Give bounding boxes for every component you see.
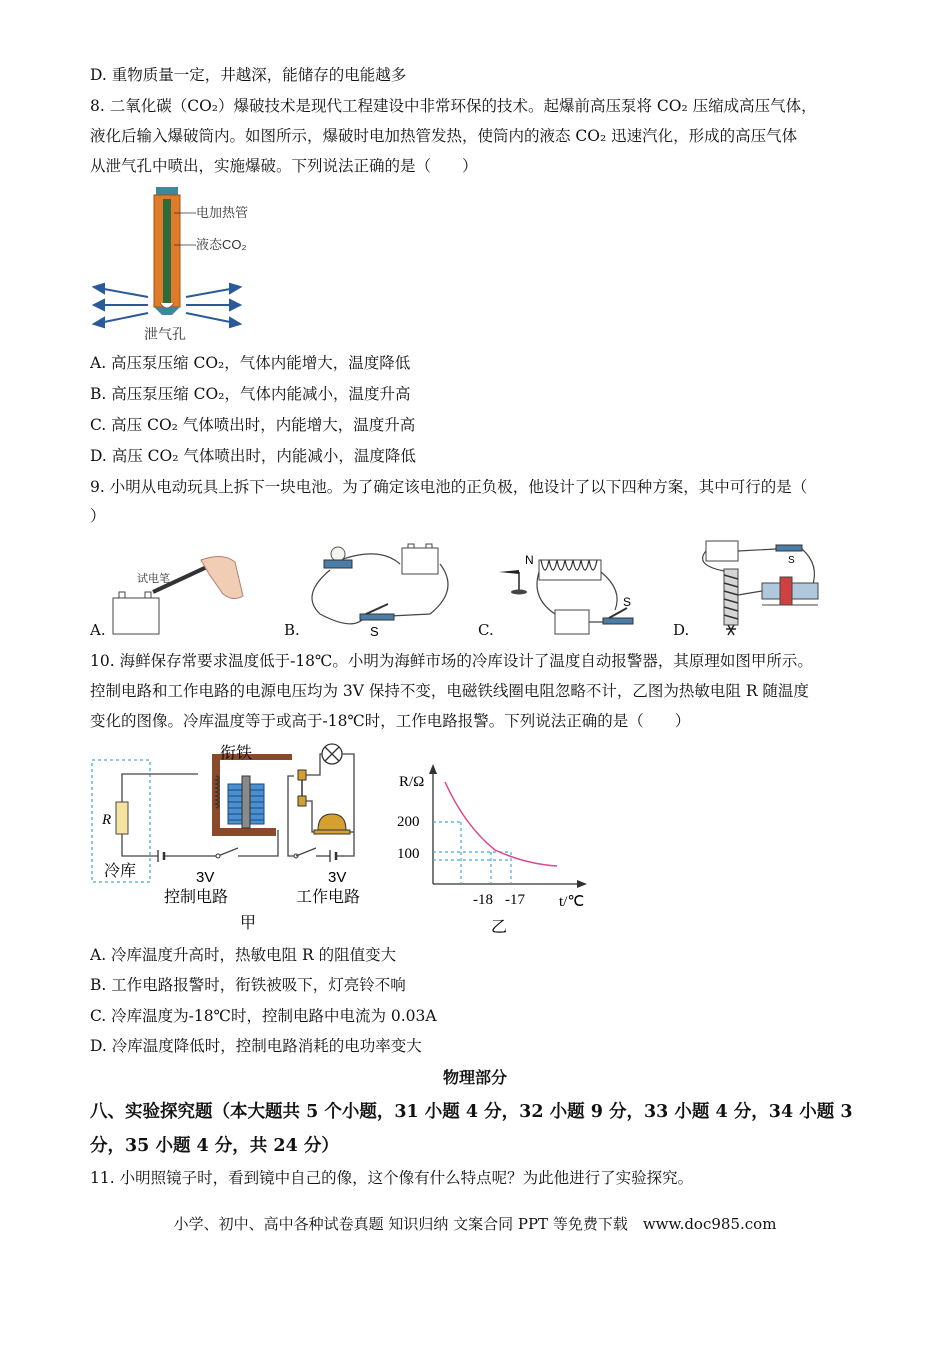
liquid-co2-label: 液态CO₂ xyxy=(196,237,247,252)
footer: 小学、初中、高中各种试卷真题 知识归纳 文案合同 PPT 等免费下载 www.doc985.com xyxy=(173,1215,777,1233)
vent-label: 泄气孔 xyxy=(144,326,186,342)
q7-option-d: D. 重物质量一定，井越深，能储存的电能越多 xyxy=(90,66,407,84)
q9-figure-c xyxy=(495,550,645,640)
control-circuit-label: 控制电路 xyxy=(164,889,229,906)
x-tick-minus18: -18 xyxy=(473,892,493,908)
q8-stem-line3: 从泄气孔中喷出，实施爆破。下列说法正确的是（ ） xyxy=(90,157,478,175)
section-title-line2: 分，35 小题 4 分，共 24 分） xyxy=(90,1136,339,1156)
q10-stem-line3: 变化的图像。冷库温度等于或高于-18℃时，工作电路报警。下列说法正确的是（ ） xyxy=(90,712,691,730)
q10-option-a: A. 冷库温度升高时，热敏电阻 R 的阻值变大 xyxy=(90,946,397,964)
y-tick-200: 200 xyxy=(397,814,420,830)
resistor-label: R xyxy=(102,812,112,828)
resistance-temperature-graph xyxy=(395,760,605,940)
test-pen-label: 试电笔 xyxy=(137,573,170,585)
resistance-curve xyxy=(445,782,557,866)
q9-figure-d xyxy=(690,535,830,640)
q9-figure-b xyxy=(300,540,460,640)
subject-heading: 物理部分 xyxy=(442,1068,507,1087)
q10-option-d: D. 冷库温度降低时，控制电路消耗的电功率变大 xyxy=(90,1037,422,1055)
switch-label-c: S xyxy=(623,595,632,609)
heater-label: 电加热管 xyxy=(196,205,249,220)
q9-label-a: A. xyxy=(90,621,106,639)
alarm-circuit-figure xyxy=(88,740,388,940)
q8-option-b: B. 高压泵压缩 CO₂，气体内能减小，温度升高 xyxy=(90,385,411,403)
voltage-control: 3V xyxy=(196,869,215,886)
y-tick-100: 100 xyxy=(397,846,420,862)
compass-label: N xyxy=(525,553,534,567)
q8-option-d: D. 高压 CO₂ 气体喷出时，内能减小，温度降低 xyxy=(90,447,416,465)
q9-label-d: D. xyxy=(673,621,690,639)
switch-label-b: S xyxy=(370,624,379,639)
section-title-line1: 八、实验探究题（本大题共 5 个小题，31 小题 4 分，32 小题 9 分，33 小题 4 分，34 小题 3 xyxy=(90,1102,853,1122)
q8-option-c: C. 高压 CO₂ 气体喷出时，内能增大，温度升高 xyxy=(90,416,416,434)
q10-option-c: C. 冷库温度为-18℃时，控制电路中电流为 0.03A xyxy=(90,1007,437,1025)
armature-label: 衔铁 xyxy=(220,745,253,762)
y-axis-label: R/Ω xyxy=(399,774,425,790)
co2-blaster-figure xyxy=(88,185,278,345)
q9-label-b: B. xyxy=(284,621,300,639)
q8-option-a: A. 高压泵压缩 CO₂，气体内能增大，温度降低 xyxy=(90,354,411,372)
x-axis-label: t/℃ xyxy=(559,894,585,910)
q8-stem-line2: 液化后输入爆破筒内。如图所示，爆破时电加热管发热，使筒内的液态 CO₂ 迅速汽化，形成的高压气体 xyxy=(90,127,798,145)
q9-figure-a xyxy=(105,540,255,640)
cold-store-label: 冷库 xyxy=(104,863,137,880)
q10-stem-line1: 10. 海鲜保存常要求温度低于-18℃。小明为海鲜市场的冷库设计了温度自动报警器，其原理如图甲所示。 xyxy=(90,652,813,670)
q8-stem-line1: 8. 二氧化碳（CO₂）爆破技术是现代工程建设中非常环保的技术。起爆前高压泵将 CO₂ 压缩成高压气体， xyxy=(90,97,817,115)
q10-stem-line2: 控制电路和工作电路的电源电压均为 3V 保持不变，电磁铁线圈电阻忽略不计，乙图为热敏电阻 R 随温度 xyxy=(90,682,809,700)
q9-stem-line1: 9. 小明从电动玩具上拆下一块电池。为了确定该电池的正负极，他设计了以下四种方案，其中可行的是（ xyxy=(90,478,808,496)
switch-label-d: S xyxy=(788,555,795,566)
work-circuit-label: 工作电路 xyxy=(296,889,361,906)
q9-label-c: C. xyxy=(478,621,494,639)
q9-stem-line2: ） xyxy=(90,507,106,525)
figure-jia-caption: 甲 xyxy=(240,915,257,932)
q10-option-b: B. 工作电路报警时，衔铁被吸下，灯亮铃不响 xyxy=(90,976,406,994)
x-tick-minus17: -17 xyxy=(505,892,525,908)
voltage-work: 3V xyxy=(328,869,347,886)
figure-yi-caption: 乙 xyxy=(491,919,508,936)
q11-stem: 11. 小明照镜子时，看到镜中自己的像，这个像有什么特点呢？为此他进行了实验探究。 xyxy=(90,1169,694,1187)
